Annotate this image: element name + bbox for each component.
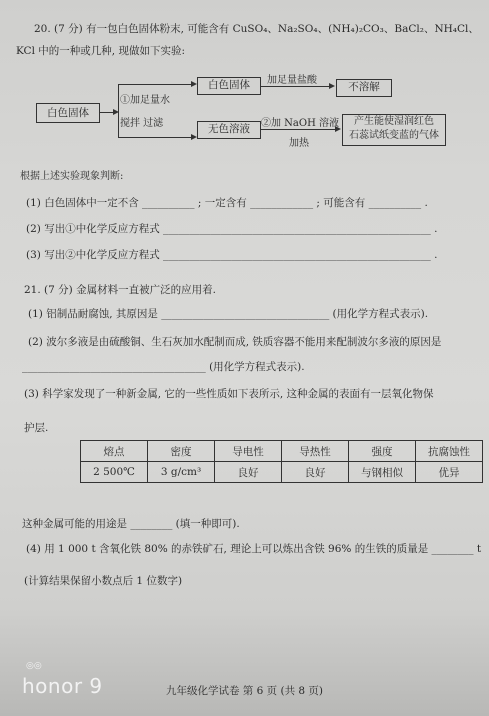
q21-part3-line2: 护层.: [24, 422, 49, 434]
table-header-cell: 密度: [148, 441, 215, 462]
step1-label: ①加足量水: [120, 95, 170, 106]
arrow-to-solution: [119, 137, 195, 138]
gas-box: [342, 114, 446, 146]
arrow-to-solid: [119, 84, 195, 85]
arrow-naoh: [261, 129, 339, 130]
table-cell: 良好: [215, 462, 282, 483]
start-box: 白色固体: [36, 103, 100, 123]
q21-part3-line1: (3) 科学家发现了一种新金属, 它的一些性质如下表所示, 这种金属的表面有一层氧化物保: [24, 388, 434, 400]
table-cell: 与钢相似: [349, 462, 416, 483]
acid-label: 加足量盐酸: [267, 75, 317, 86]
table-header-cell: 强度: [349, 441, 416, 462]
insoluble-box: 不溶解: [336, 79, 392, 97]
table-header-cell: 导热性: [282, 441, 349, 462]
camera-rings-icon: ◎◎: [26, 661, 42, 671]
table-row: [81, 462, 483, 483]
split-line: [118, 84, 119, 138]
gas-line-1: 产生能使湿润红色: [354, 116, 434, 127]
heat-label: 加热: [289, 138, 309, 149]
q20-part2: (2) 写出①中化学反应方程式 ___________________________________________________ .: [26, 223, 438, 235]
table-cell: 优异: [416, 462, 483, 483]
camera-watermark: honor 9: [22, 674, 103, 698]
arrow-acid: [261, 86, 333, 87]
page-footer: 九年级化学试卷 第 6 页 (共 8 页): [165, 685, 324, 697]
q20-stem-line1: 20. (7 分) 有一包白色固体粉末, 可能含有 CuSO₄、Na₂SO₄、(NH₄)₂CO₃、BaCl₂、NH₄Cl、: [34, 23, 479, 35]
judge-text: 根据上述实验现象判断:: [20, 171, 124, 182]
q21-part2-line1: (2) 波尔多液是由硫酸铜、生石灰加水配制而成, 铁质容器不能用来配制波尔多液的原因是: [28, 336, 442, 348]
property-table: [80, 440, 483, 483]
q20-part1: (1) 白色固体中一定不含 __________ ; 一定含有 ____________ ; 可能含有 __________ .: [26, 197, 428, 209]
table-header-cell: 导电性: [215, 441, 282, 462]
q21-part1: (1) 铝制品耐腐蚀, 其原因是 ________________________________ (用化学方程式表示).: [28, 308, 429, 320]
table-cell: 良好: [282, 462, 349, 483]
table-header-row: [81, 441, 483, 462]
q21-note: (计算结果保留小数点后 1 位数字): [24, 575, 183, 587]
step1-sublabel: 搅拌 过滤: [120, 118, 164, 129]
q21-part4: (4) 用 1 000 t 含氧化铁 80% 的赤铁矿石, 理论上可以炼出含铁 96% 的生铁的质量是 ________ t: [26, 543, 482, 555]
naoh-label: ②加 NaOH 溶液: [261, 118, 339, 129]
q20-stem-line2: KCl 中的一种或几种, 现做如下实验:: [16, 45, 186, 57]
table-header-cell: 抗腐蚀性: [416, 441, 483, 462]
q21-use: 这种金属可能的用途是 ________ (填一种即可).: [22, 518, 240, 530]
q21-part2-line2: ___________________________________ (用化学方程式表示).: [22, 361, 305, 373]
arrow-start-split: [99, 112, 117, 113]
solid-box: 白色固体: [197, 77, 261, 95]
solution-box: 无色溶液: [197, 121, 261, 139]
table-header-cell: 熔点: [81, 441, 148, 462]
table-cell: 2 500℃: [81, 462, 148, 483]
table-cell: 3 g/cm³: [148, 462, 215, 483]
q21-head: 21. (7 分) 金属材料一直被广泛的应用着.: [24, 284, 216, 296]
gas-line-2: 石蕊试纸变蓝的气体: [349, 130, 439, 141]
q20-part3: (3) 写出②中化学反应方程式 ___________________________________________________ .: [26, 249, 438, 261]
